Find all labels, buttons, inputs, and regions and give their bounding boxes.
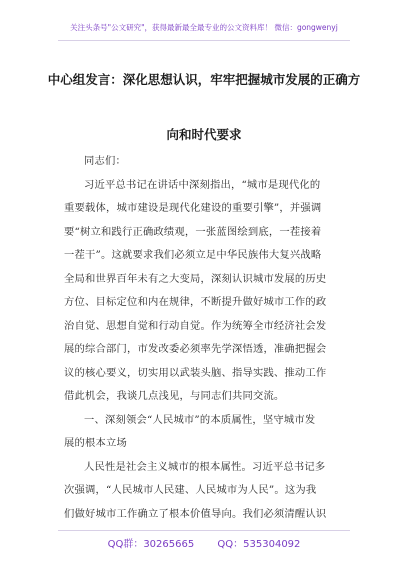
salutation: 同志们： xyxy=(84,155,126,167)
paragraph-line: 们做好城市工作确立了根本价值导向。我们必须清醒认识 xyxy=(64,507,327,520)
paragraph-line: 方位、目标定位和内在规律，不断提升做好城市工作的政 xyxy=(64,296,327,308)
paragraph-line: 全局和世界百年未有之大变局，深刻认识城市发展的历史 xyxy=(64,272,327,285)
section-heading-line: 展的根本立场 xyxy=(64,437,127,449)
header-divider xyxy=(58,40,350,41)
paragraph-line: 次强调，“人民城市人民建、人民城市为人民”。这为我 xyxy=(64,484,317,496)
document-title-line-1: 中心组发言：深化思想认识，牢牢把握城市发展的正确方 xyxy=(47,72,361,87)
paragraph-line: 借此机会，我谈几点浅见，与同志们共同交流。 xyxy=(64,390,285,402)
paragraph-line: 议的核心要义，切实用以武装头脑、指导实践、推动工作 xyxy=(64,366,327,379)
page-header: 关注头条号"公文研究"，获得最新最全最专业的公文资料库！ 微信：gongwenyj xyxy=(70,23,338,32)
section-heading-line: 一、深刻领会“人民城市”的本质属性，坚守城市发 xyxy=(84,413,316,426)
qq-group-number: QQ群：30265665 xyxy=(107,539,195,550)
paragraph-line: 人民性是社会主义城市的根本属性。习近平总书记多 xyxy=(84,460,326,473)
qq-number: QQ：535304092 xyxy=(217,539,301,550)
paragraph-line: 习近平总书记在讲话中深刻指出，“城市是现代化的 xyxy=(84,178,321,191)
document-title-line-2: 向和时代要求 xyxy=(166,127,242,142)
paragraph-line: 一茬干”。这就要求我们必须立足中华民族伟大复兴战略 xyxy=(64,249,322,261)
paragraph-line: 治自觉、思想自觉和行动自觉。作为统筹全市经济社会发 xyxy=(64,319,327,332)
document-body xyxy=(64,150,346,526)
page-footer xyxy=(0,535,408,550)
paragraph-line: 重要载体，城市建设是现代化建设的重要引擎”，并强调 xyxy=(64,202,322,214)
footer-divider xyxy=(58,530,350,531)
paragraph-line: 展的综合部门，市发改委必须率先学深悟透，准确把握会 xyxy=(64,343,327,355)
paragraph-line: 要“树立和践行正确政绩观，一张蓝图绘到底，一茬接着 xyxy=(64,225,322,238)
